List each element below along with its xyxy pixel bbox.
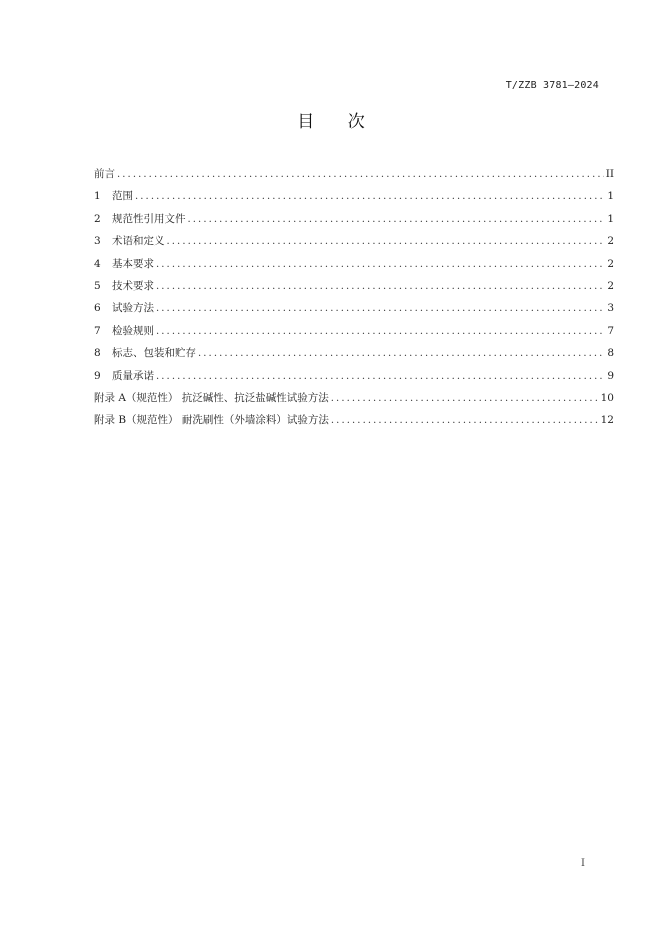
toc-entry-number: 1: [94, 190, 101, 203]
toc-leader-dots: [331, 393, 599, 404]
toc-entry-label: 基本要求: [112, 257, 154, 270]
toc-entry-label: 前言: [94, 168, 115, 180]
toc-entry-label: 规范性引用文件: [112, 212, 186, 225]
toc-entry-technical-requirements[interactable]: [94, 278, 614, 300]
toc-leader-dots: [331, 415, 599, 426]
toc-leader-dots: [156, 326, 605, 337]
toc-entry-page: 3: [607, 302, 614, 315]
toc-entry-inspection-rules[interactable]: [94, 323, 614, 345]
toc-entry-label: 标志、包装和贮存: [112, 347, 196, 360]
toc-entry-basic-requirements[interactable]: [94, 256, 614, 278]
toc-entry-page: II: [605, 168, 614, 180]
toc-entry-marking-packaging-storage[interactable]: [94, 345, 614, 367]
toc-entry-number: 4: [94, 257, 101, 270]
toc-entry-normative-references[interactable]: [94, 211, 614, 233]
toc-entry-number: 2: [94, 212, 101, 225]
toc-entry-number: 6: [94, 302, 101, 315]
toc-entry-label: 范围: [112, 190, 133, 203]
toc-entry-page: 1: [607, 212, 614, 225]
toc-leader-dots: [188, 214, 606, 225]
table-of-contents: [94, 166, 614, 435]
toc-entry-quality-commitment[interactable]: [94, 368, 614, 390]
toc-entry-page: 2: [607, 235, 614, 248]
toc-leader-dots: [156, 371, 605, 382]
toc-leader-dots: [156, 259, 605, 270]
toc-entry-label: 试验方法: [112, 302, 154, 315]
toc-entry-page: 8: [607, 347, 614, 360]
standard-code: T/ZZB 3781—2024: [505, 80, 599, 91]
toc-entry-appendix-b[interactable]: [94, 412, 614, 434]
toc-entry-appendix-a[interactable]: [94, 390, 614, 412]
toc-entry-page: 12: [600, 414, 614, 427]
toc-entry-number: 5: [94, 279, 101, 292]
toc-entry-foreword[interactable]: [94, 166, 614, 188]
toc-leader-dots: [117, 169, 604, 180]
toc-entry-label: 附录 B（规范性） 耐洗刷性（外墙涂料）试验方法: [94, 414, 329, 427]
toc-entry-label: 附录 A（规范性） 抗泛碱性、抗泛盐碱性试验方法: [94, 391, 329, 404]
toc-entry-scope[interactable]: [94, 188, 614, 210]
toc-title: 目 次: [297, 112, 379, 132]
toc-leader-dots: [156, 281, 605, 292]
toc-entry-page: 9: [607, 369, 614, 382]
toc-entry-number: 9: [94, 369, 101, 382]
toc-leader-dots: [135, 191, 605, 202]
toc-entry-label: 检验规则: [112, 324, 154, 337]
toc-leader-dots: [198, 348, 605, 359]
toc-entry-page: 1: [607, 190, 614, 203]
toc-entry-test-methods[interactable]: [94, 300, 614, 322]
toc-leader-dots: [156, 303, 605, 314]
page-number: I: [581, 858, 585, 869]
toc-entry-page: 10: [600, 391, 614, 404]
toc-entry-number: 8: [94, 347, 101, 360]
toc-entry-terms-definitions[interactable]: [94, 233, 614, 255]
toc-leader-dots: [167, 236, 606, 247]
toc-entry-label: 技术要求: [112, 279, 154, 292]
toc-entry-label: 术语和定义: [112, 235, 165, 248]
toc-entry-page: 2: [607, 279, 614, 292]
toc-entry-number: 3: [94, 235, 101, 248]
toc-entry-label: 质量承诺: [112, 369, 154, 382]
toc-entry-page: 7: [607, 324, 614, 337]
toc-entry-number: 7: [94, 324, 101, 337]
toc-entry-page: 2: [607, 257, 614, 270]
